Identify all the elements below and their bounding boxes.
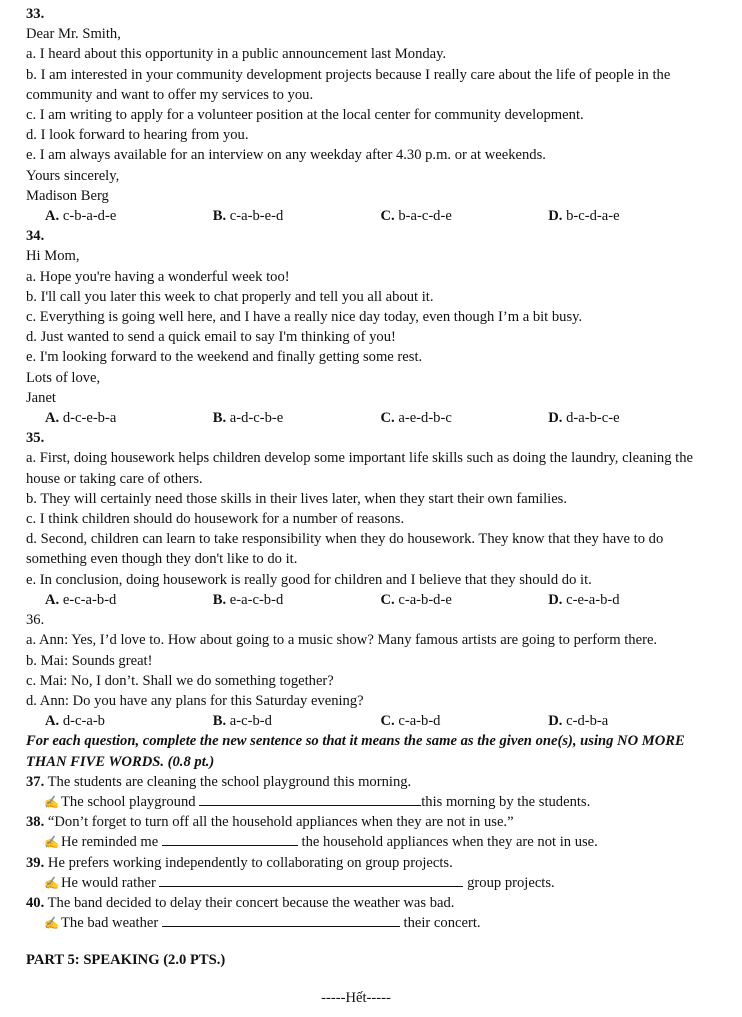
sentence-end: the household appliances when they are not in use. — [297, 834, 598, 851]
option-a[interactable]: A. c-b-a-d-e — [45, 208, 117, 225]
answer-options — [26, 408, 716, 428]
rewrite-40 — [26, 893, 716, 933]
pen-icon: ✍ — [44, 794, 59, 809]
sentence-a: a. Ann: Yes, I’d love to. How about going to a music show? Many famous artists are going to perform there. — [26, 632, 658, 649]
answer-blank[interactable] — [159, 874, 463, 887]
option-d[interactable]: D. c-e-a-b-d — [548, 591, 620, 608]
question-35 — [26, 428, 716, 610]
given-sentence: The students are cleaning the school playground this morning. — [44, 773, 412, 790]
sentence-b: b. I'll call you later this week to chat properly and tell you all about it. — [26, 288, 434, 305]
option-d[interactable]: D. d-a-b-c-e — [548, 410, 620, 427]
sentence-c: c. I am writing to apply for a volunteer position at the local center for community development. — [26, 107, 584, 124]
given-sentence: “Don’t forget to turn off all the household appliances when they are not in use.” — [44, 814, 514, 831]
option-a[interactable]: A. e-c-a-b-d — [45, 591, 117, 608]
option-c[interactable]: C. a-e-d-b-c — [380, 410, 452, 427]
pen-icon: ✍ — [44, 875, 59, 890]
answer-blank[interactable] — [199, 793, 421, 806]
sentence-start: He would rather — [61, 874, 160, 891]
sentence-start: The bad weather — [61, 915, 162, 932]
option-a[interactable]: A. d-c-e-b-a — [45, 410, 117, 427]
sentence-b: b. I am interested in your community development projects because I really care about the life of people in the community and want to offer my services to you. — [26, 66, 671, 103]
question-number: 35. — [26, 430, 45, 447]
sentence-a: a. First, doing housework helps children develop some important life skills such as doing the laundry, cleaning the house or taking care of others. — [26, 450, 693, 487]
question-number: 38. — [26, 814, 45, 831]
question-number: 37. — [26, 773, 45, 790]
letter-signature: Madison Berg — [26, 187, 109, 204]
option-b[interactable]: B. a-c-b-d — [212, 713, 272, 730]
section-instruction: For each question, complete the new sentence so that it means the same as the given one(s), using NO MORE THAN FIVE WORDS. (0.8 pt.) — [26, 733, 685, 770]
pen-icon: ✍ — [44, 916, 59, 931]
sentence-d: d. Second, children can learn to take responsibility when they do housework. They know that they have to do something even though they don't like to do it. — [26, 531, 664, 568]
answer-options — [26, 206, 716, 226]
sentence-end: group projects. — [463, 874, 555, 891]
rewrite-39 — [26, 853, 716, 893]
sentence-e: e. I am always available for an interview on any weekday after 4.30 p.m. or at weekends. — [26, 147, 546, 164]
sentence-end: their concert. — [399, 915, 481, 932]
answer-options — [26, 590, 716, 610]
letter-greeting: Hi Mom, — [26, 248, 80, 265]
letter-closing: Lots of love, — [26, 369, 101, 386]
given-sentence: He prefers working independently to collaborating on group projects. — [44, 854, 453, 871]
answer-blank[interactable] — [162, 833, 298, 846]
sentence-end: this morning by the students. — [421, 793, 591, 810]
sentence-c: c. Everything is going well here, and I have a really nice day today, even though I’m a bit busy. — [26, 309, 583, 326]
letter-signature: Janet — [26, 389, 56, 406]
option-d[interactable]: D. c-d-b-a — [548, 713, 609, 730]
option-d[interactable]: D. b-c-d-a-e — [548, 208, 620, 225]
part-5-heading: PART 5: SPEAKING (2.0 PTS.) — [26, 952, 226, 969]
sentence-d: d. Just wanted to send a quick email to say I'm thinking of you! — [26, 329, 396, 346]
option-c[interactable]: C. c-a-b-d — [380, 713, 441, 730]
option-c[interactable]: C. c-a-b-d-e — [380, 591, 452, 608]
option-b[interactable]: B. c-a-b-e-d — [212, 208, 284, 225]
sentence-d: d. Ann: Do you have any plans for this Saturday evening? — [26, 692, 364, 709]
question-36 — [26, 610, 716, 731]
letter-closing: Yours sincerely, — [26, 167, 120, 184]
sentence-e: e. In conclusion, doing housework is really good for children and I believe that they should do it. — [26, 571, 592, 588]
question-number: 34. — [26, 228, 45, 245]
sentence-c: c. I think children should do housework for a number of reasons. — [26, 511, 405, 528]
letter-greeting: Dear Mr. Smith, — [26, 26, 121, 43]
question-number: 39. — [26, 854, 45, 871]
answer-options — [26, 711, 716, 731]
rewrite-38 — [26, 812, 716, 852]
question-number: 36. — [26, 612, 45, 629]
sentence-start: He reminded me — [61, 834, 162, 851]
question-number: 40. — [26, 894, 45, 911]
given-sentence: The band decided to delay their concert because the weather was bad. — [44, 894, 455, 911]
sentence-a: a. Hope you're having a wonderful week too! — [26, 268, 290, 285]
sentence-d: d. I look forward to hearing from you. — [26, 127, 249, 144]
sentence-b: b. They will certainly need those skills in their lives later, when they start their own families. — [26, 490, 568, 507]
sentence-start: The school playground — [61, 793, 200, 810]
sentence-a: a. I heard about this opportunity in a public announcement last Monday. — [26, 46, 447, 63]
sentence-b: b. Mai: Sounds great! — [26, 652, 153, 669]
end-mark: -----Hết----- — [321, 990, 391, 1007]
option-a[interactable]: A. d-c-a-b — [45, 713, 105, 730]
sentence-e: e. I'm looking forward to the weekend and finally getting some rest. — [26, 349, 423, 366]
rewrite-37 — [26, 772, 716, 812]
sentence-c: c. Mai: No, I don’t. Shall we do something together? — [26, 672, 334, 689]
option-b[interactable]: B. e-a-c-b-d — [212, 591, 284, 608]
option-c[interactable]: C. b-a-c-d-e — [380, 208, 452, 225]
question-33 — [26, 4, 716, 226]
pen-icon: ✍ — [44, 835, 59, 850]
exam-page — [26, 4, 716, 1008]
question-number: 33. — [26, 6, 45, 22]
question-34 — [26, 226, 716, 428]
option-b[interactable]: B. a-d-c-b-e — [212, 410, 284, 427]
answer-blank[interactable] — [162, 914, 400, 927]
